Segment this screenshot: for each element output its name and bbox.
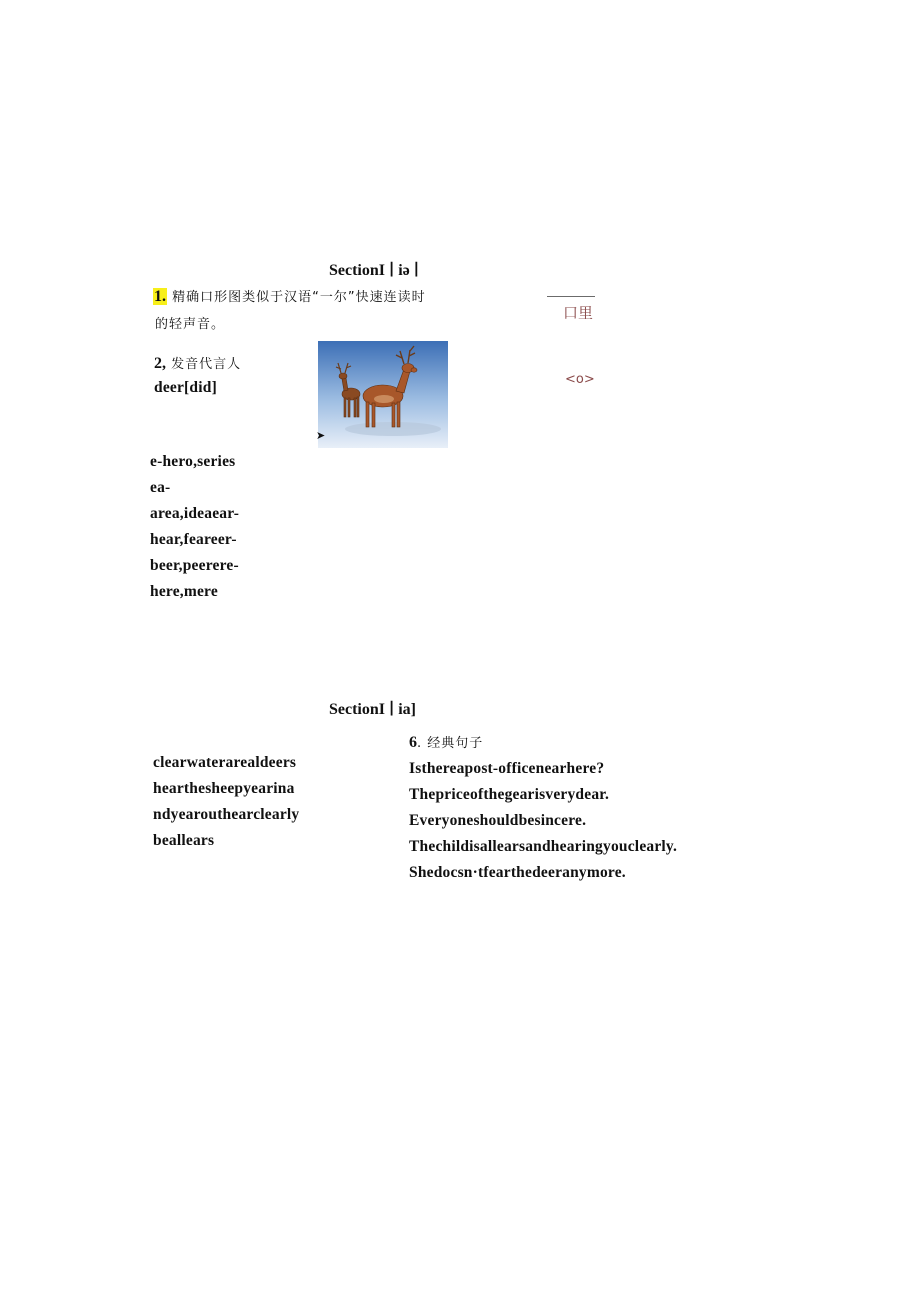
item6-number: 6 bbox=[409, 734, 417, 751]
spelling-line: beer,peerere- bbox=[150, 557, 239, 574]
item6-text: . 经典句子 bbox=[417, 736, 484, 751]
sentence: Everyoneshouldbesincere. bbox=[409, 812, 587, 829]
section2-heading: SectionI ∣ ia] bbox=[329, 701, 416, 718]
item2 bbox=[154, 353, 241, 373]
section1-heading: SectionI ∣ iə ∣ bbox=[329, 262, 419, 279]
tongue-twister-line: beallears bbox=[153, 832, 215, 849]
sentence: Shedocsn·tfearthedeeranymore. bbox=[409, 864, 626, 881]
item2-number: 2, bbox=[154, 355, 166, 372]
cursor-icon: ➤ bbox=[316, 429, 326, 442]
side-symbol: <o> bbox=[565, 372, 595, 387]
tongue-twister-line: heartheshеepyearina bbox=[153, 780, 295, 797]
item6 bbox=[409, 732, 483, 752]
spelling-line: e-hero,series bbox=[150, 453, 236, 470]
side-rule bbox=[547, 296, 595, 297]
item1-text-continued: 的轻声音。 bbox=[155, 317, 226, 332]
sentence: Thechildisallearsandhearingyouclearly. bbox=[409, 838, 678, 855]
deer-image bbox=[318, 341, 448, 448]
item1-number: 1. bbox=[154, 288, 166, 305]
item1-text: 精确口形图类似于汉语“一尔”快速连读时 bbox=[172, 290, 426, 305]
tongue-twister-line: clearwaterarealdeers bbox=[153, 754, 297, 771]
spelling-line: ea- bbox=[150, 479, 171, 496]
side-label: 口里 bbox=[563, 304, 594, 322]
tongue-twister bbox=[153, 750, 299, 854]
spelling-line: here,mere bbox=[150, 583, 218, 600]
spelling-line: area,ideaear- bbox=[150, 505, 240, 522]
tongue-twister-line: ndyearouthearclearly bbox=[153, 806, 300, 823]
item1 bbox=[153, 286, 426, 306]
spelling-line: hear,feareer- bbox=[150, 531, 237, 548]
item2-word: deer[did] bbox=[154, 379, 217, 396]
sentence: Thepriceofthegearisverydear. bbox=[409, 786, 610, 803]
sentence-list bbox=[409, 756, 677, 886]
item2-text: 发音代言人 bbox=[171, 357, 242, 372]
spelling-list bbox=[150, 449, 239, 605]
sentence: Isthereapost-officenearhere? bbox=[409, 760, 605, 777]
